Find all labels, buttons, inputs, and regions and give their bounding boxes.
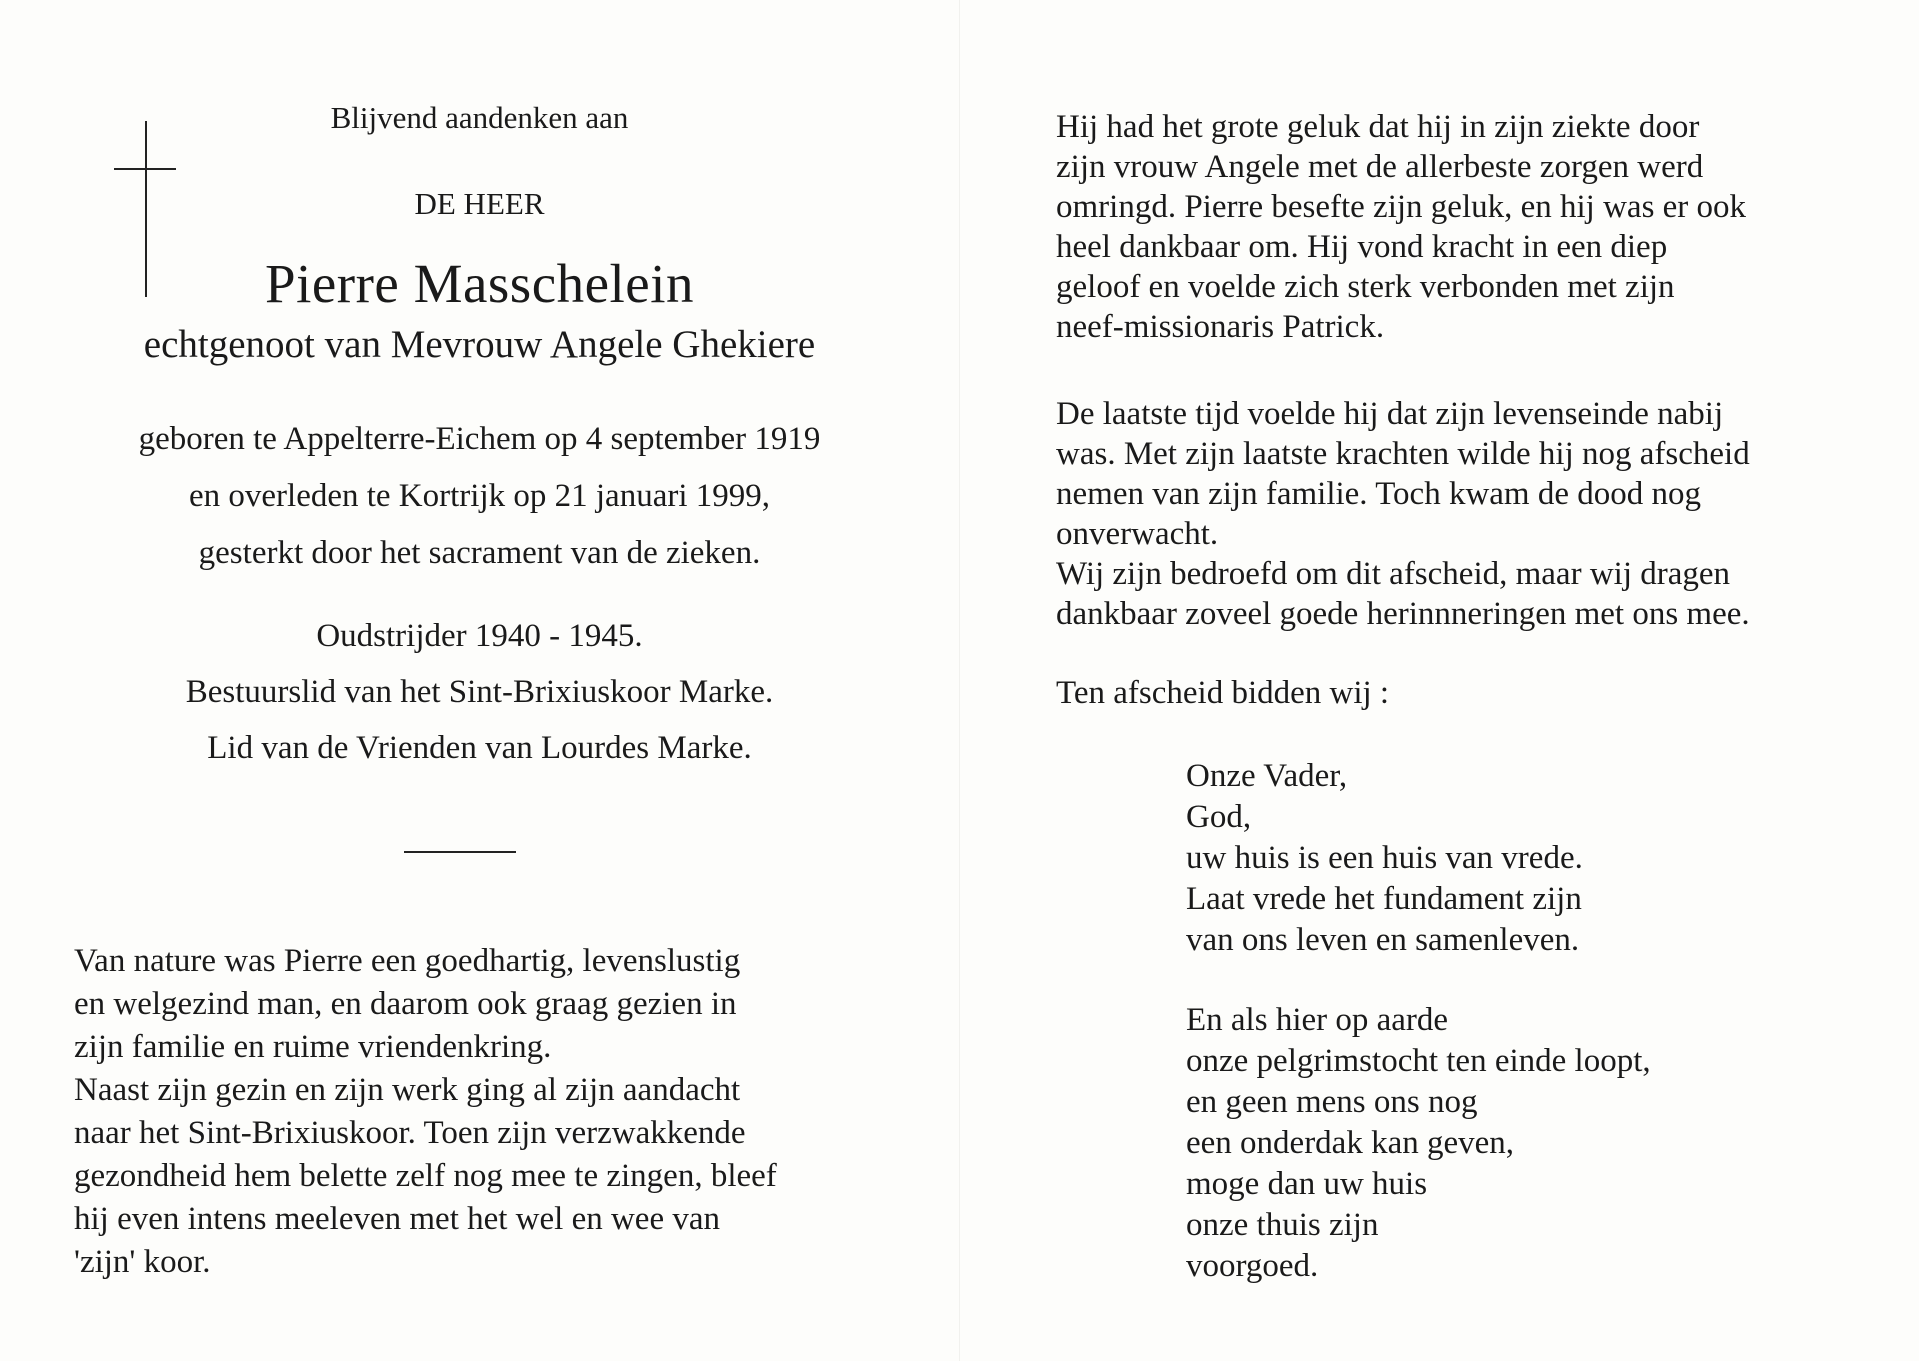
cross-horizontal-bar <box>114 168 176 170</box>
prayer-line: onze thuis zijn <box>1186 1207 1379 1243</box>
paragraph-line: geloof en voelde zich sterk verbonden met zijn <box>1056 269 1675 305</box>
biography-line: naar het Sint-Brixiuskoor. Toen zijn verzwakkende <box>74 1115 746 1151</box>
death-line: en overleden te Kortrijk op 21 januari 1999, <box>189 478 770 514</box>
farewell-paragraph <box>1056 394 1896 634</box>
honorific-title: DE HEER <box>414 186 545 221</box>
biography-line: 'zijn' koor. <box>74 1244 211 1280</box>
paragraph-line: Hij had het grote geluk dat hij in zijn ziekte door <box>1056 109 1700 145</box>
biography-line: Van nature was Pierre een goedhartig, levenslustig <box>74 943 741 979</box>
sacrament-line: gesterkt door het sacrament van de zieken. <box>198 535 761 571</box>
paragraph-line: dankbaar zoveel goede herinnneringen met ons mee. <box>1056 596 1750 632</box>
paragraph-line: Wij zijn bedroefd om dit afscheid, maar wij dragen <box>1056 556 1731 592</box>
lourdes-member-line: Lid van de Vrienden van Lourdes Marke. <box>207 730 752 766</box>
prayer-line: en geen mens ons nog <box>1186 1084 1478 1120</box>
prayer-line: uw huis is een huis van vrede. <box>1186 840 1583 876</box>
choir-member-line: Bestuurslid van het Sint-Brixiuskoor Marke. <box>185 674 774 710</box>
prayer-line: En als hier op aarde <box>1186 1002 1449 1038</box>
prayer-line: van ons leven en samenleven. <box>1186 922 1580 958</box>
spouse-line: echtgenoot van Mevrouw Angele Ghekiere <box>143 323 816 366</box>
illness-paragraph <box>1056 107 1896 347</box>
birth-line: geboren te Appelterre-Eichem op 4 september 1919 <box>138 421 821 457</box>
paragraph-line: onverwacht. <box>1056 516 1219 552</box>
paragraph-line: omringd. Pierre besefte zijn geluk, en hij was er ook <box>1056 189 1747 225</box>
biography-line: zijn familie en ruime vriendenkring. <box>74 1029 552 1065</box>
prayer-intro-line: Ten afscheid bidden wij : <box>1056 675 1390 711</box>
prayer-line: voorgoed. <box>1186 1248 1319 1284</box>
prayer-line: onze pelgrimstocht ten einde loopt, <box>1186 1043 1651 1079</box>
prayer-line: een onderdak kan geven, <box>1186 1125 1515 1161</box>
prayer-line: Onze Vader, <box>1186 758 1348 794</box>
right-panel <box>960 0 1919 1361</box>
memorial-intro: Blijvend aandenken aan <box>330 100 629 135</box>
paragraph-line: nemen van zijn familie. Toch kwam de dood nog <box>1056 476 1701 512</box>
paragraph-line: heel dankbaar om. Hij vond kracht in een diep <box>1056 229 1668 265</box>
section-divider <box>404 851 516 853</box>
prayer-stanza-1 <box>1186 756 1886 961</box>
biography-paragraph <box>74 940 914 1284</box>
prayer-line: God, <box>1186 799 1252 835</box>
deceased-name: Pierre Masschelein <box>265 253 694 314</box>
paragraph-line: neef-missionaris Patrick. <box>1056 309 1385 345</box>
biography-line: gezondheid hem belette zelf nog mee te zingen, bleef <box>74 1158 777 1194</box>
veteran-line: Oudstrijder 1940 - 1945. <box>316 618 643 654</box>
paragraph-line: De laatste tijd voelde hij dat zijn levenseinde nabij <box>1056 396 1724 432</box>
biography-line: Naast zijn gezin en zijn werk ging al zijn aandacht <box>74 1072 741 1108</box>
left-panel <box>0 0 959 1361</box>
prayer-line: moge dan uw huis <box>1186 1166 1428 1202</box>
paragraph-line: was. Met zijn laatste krachten wilde hij nog afscheid <box>1056 436 1750 472</box>
paragraph-line: zijn vrouw Angele met de allerbeste zorgen werd <box>1056 149 1704 185</box>
biography-line: hij even intens meeleven met het wel en wee van <box>74 1201 720 1237</box>
prayer-stanza-2 <box>1186 1000 1886 1287</box>
biography-line: en welgezind man, en daarom ook graag gezien in <box>74 986 737 1022</box>
prayer-intro <box>1056 673 1896 713</box>
prayer-line: Laat vrede het fundament zijn <box>1186 881 1582 917</box>
